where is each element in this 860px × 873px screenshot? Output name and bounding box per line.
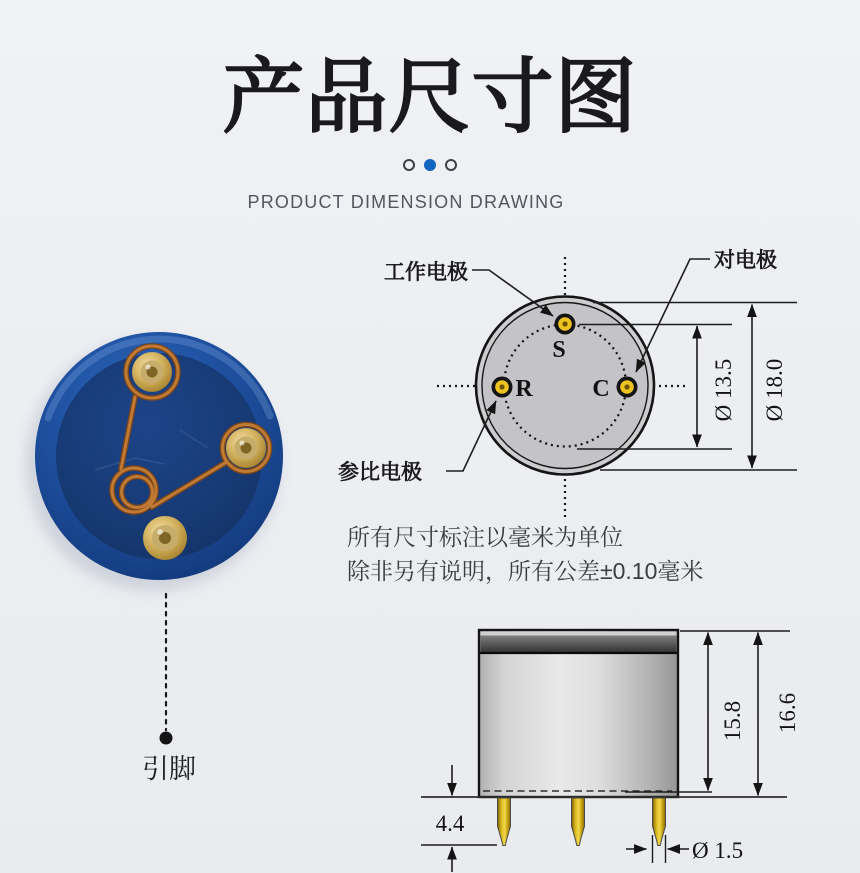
pin-letter-s: S — [552, 337, 566, 363]
sensor-side-body — [479, 630, 678, 797]
carousel-dots — [0, 158, 860, 172]
dim-label-pin-diameter: Ø 1.5 — [692, 838, 744, 863]
pin-callout-dot — [160, 732, 173, 745]
pin-middle-icon — [572, 798, 585, 846]
dim-label-pin-circle-diameter: Ø 13.5 — [711, 358, 736, 422]
note-line-1: 所有尺寸标注以毫米为单位 — [347, 524, 623, 550]
dim-label-pin-length: 4.4 — [435, 811, 465, 836]
electrode-pin-c-icon — [617, 377, 638, 398]
electrode-pin-r-icon — [492, 377, 513, 398]
sensor-side-pins — [498, 798, 666, 846]
pin-left-icon — [498, 798, 511, 846]
dim-label-cap-height: 15.8 — [720, 700, 745, 742]
dim-label-total-height: 16.6 — [775, 692, 800, 734]
top-view-drawing — [330, 235, 860, 520]
pin-callout-label: 引脚 — [142, 754, 196, 784]
photo-pin-bottom — [143, 516, 187, 560]
pin-letter-r: R — [515, 376, 533, 402]
carousel-dot-3[interactable] — [445, 159, 457, 171]
pin-letter-c: C — [592, 376, 610, 402]
counter-electrode-label: 对电极 — [714, 249, 777, 272]
note-line-2: 除非另有说明，所有公差±0.10毫米 — [347, 558, 704, 584]
electrode-pin-s-icon — [555, 314, 576, 335]
working-electrode-label: 工作电极 — [384, 261, 468, 284]
sensor-photo — [5, 322, 325, 800]
dimension-notes — [347, 520, 703, 588]
page-title: 产品尺寸图 — [222, 52, 638, 143]
carousel-dot-2-active[interactable] — [424, 159, 436, 171]
pin-right-icon — [653, 798, 666, 846]
page-subtitle: PRODUCT DIMENSION DRAWING — [247, 192, 565, 212]
carousel-dot-1[interactable] — [403, 159, 415, 171]
dim-label-outer-diameter: Ø 18.0 — [762, 358, 787, 422]
photo-pin-top — [132, 352, 172, 392]
side-view-drawing — [400, 615, 860, 873]
photo-pin-right — [226, 428, 266, 468]
reference-electrode-label: 参比电极 — [338, 461, 422, 484]
